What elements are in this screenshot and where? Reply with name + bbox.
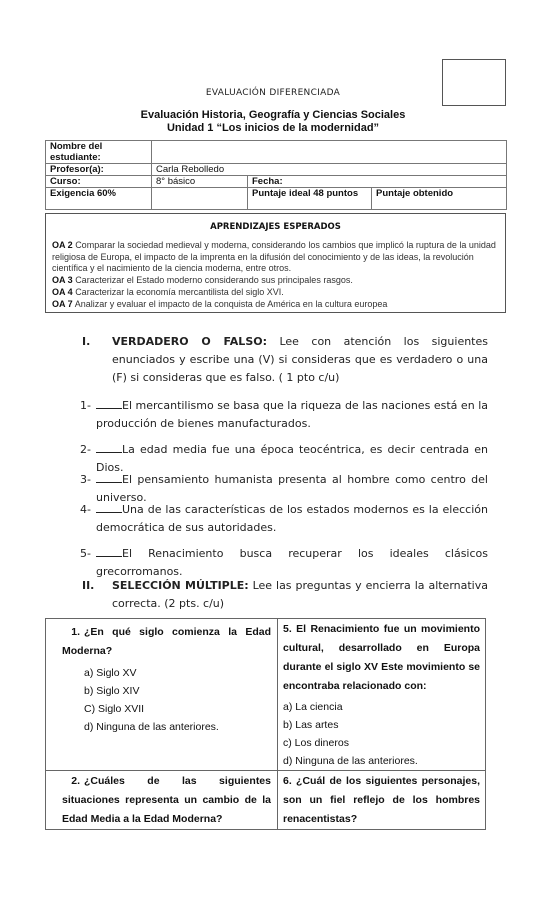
obtained-score-label: Puntaje obtenido — [372, 188, 507, 210]
option[interactable]: b) Siglo XIV — [84, 685, 140, 697]
objective-item: OA 7 Analizar y evaluar el impacto de la conquista de América en la cultura europea — [52, 298, 388, 309]
section-number: II. — [82, 579, 95, 592]
objective-item: OA 3 Caracterizar el Estado moderno considerando sus principales rasgos. — [52, 275, 353, 286]
objectives-box — [45, 213, 506, 313]
answer-blank[interactable] — [96, 441, 122, 453]
requirement-label: Exigencia 60% — [46, 188, 152, 210]
course-label: Curso: — [46, 176, 152, 188]
answer-blank[interactable] — [96, 397, 122, 409]
answer-blank[interactable] — [96, 501, 122, 513]
objective-item: OA 4 Caracterizar la economía mercantilista del siglo XVI. — [52, 286, 284, 297]
student-field[interactable] — [152, 141, 507, 164]
section-instructions: SELECCIÓN MÚLTIPLE: Lee las preguntas y encierra la alternativa correcta. (2 pts. c/u) — [112, 579, 488, 610]
document-subtitle: Unidad 1 “Los inicios de la modernidad” — [166, 122, 380, 134]
info-table — [45, 140, 507, 210]
option[interactable]: d) Ninguna de las anteriores. — [283, 755, 418, 767]
document-eyebrow: EVALUACIÓN DIFERENCIADA — [205, 88, 341, 98]
course-value: 8° básico — [152, 176, 248, 188]
requirement-field — [152, 188, 248, 210]
option[interactable]: a) Siglo XV — [84, 667, 137, 679]
option[interactable]: a) La ciencia — [283, 701, 343, 713]
option[interactable]: d) Ninguna de las anteriores. — [84, 721, 219, 733]
objective-item: OA 2 Comparar la sociedad medieval y moderna, considerando los cambios que implicó la ruptura de la unidad religiosa de Europa, el impacto de la imprenta en la difusión del conocimiento y de las ideas, la revolución científica y el nacimiento de la ciencia moderna, entre otros. — [52, 239, 496, 274]
answer-blank[interactable] — [96, 471, 122, 483]
question-5: 5. El Renacimiento fue un movimiento cultural, desarrollado en Europa durante el siglo XV Este movimiento se encontraba relacionado con: a) La ciencia b) Las artes c) Los dineros d) Ninguna de las anteriores. — [278, 619, 486, 771]
question-2: 2. ¿Cuáles de las siguientes situaciones representa un cambio de la Edad Media a la Edad Moderna? — [46, 771, 278, 830]
teacher-label: Profesor(a): — [46, 164, 152, 176]
question-6: 6. ¿Cuál de los siguientes personajes, son un fiel reflejo de los hombres renacentistas? — [278, 771, 486, 830]
option[interactable]: c) Los dineros — [283, 737, 349, 749]
student-label: Nombre del estudiante: — [46, 141, 152, 164]
multiple-choice-table — [45, 618, 486, 830]
option[interactable]: b) Las artes — [283, 719, 339, 731]
objectives-heading: APRENDIZAJES ESPERADOS — [210, 222, 341, 232]
teacher-value: Carla Rebolledo — [152, 164, 507, 176]
section-number: I. — [82, 335, 91, 348]
ideal-score-label: Puntaje ideal 48 puntos — [248, 188, 372, 210]
score-box — [442, 59, 506, 106]
option[interactable]: C) Siglo XVII — [84, 703, 145, 715]
answer-blank[interactable] — [96, 545, 122, 557]
question-1: 1. ¿En qué siglo comienza la Edad Moderna? a) Siglo XV b) Siglo XIV C) Siglo XVII d) Ninguna de las anteriores. — [46, 619, 278, 771]
document-title: Evaluación Historia, Geografía y Ciencias Sociales — [140, 109, 406, 121]
date-label: Fecha: — [248, 176, 507, 188]
section-instructions: VERDADERO O FALSO: Lee con atención los siguientes enunciados y escribe una (V) si consideras que es verdadero o una (F) si consideras que es falso. ( 1 pto c/u) — [112, 335, 488, 384]
